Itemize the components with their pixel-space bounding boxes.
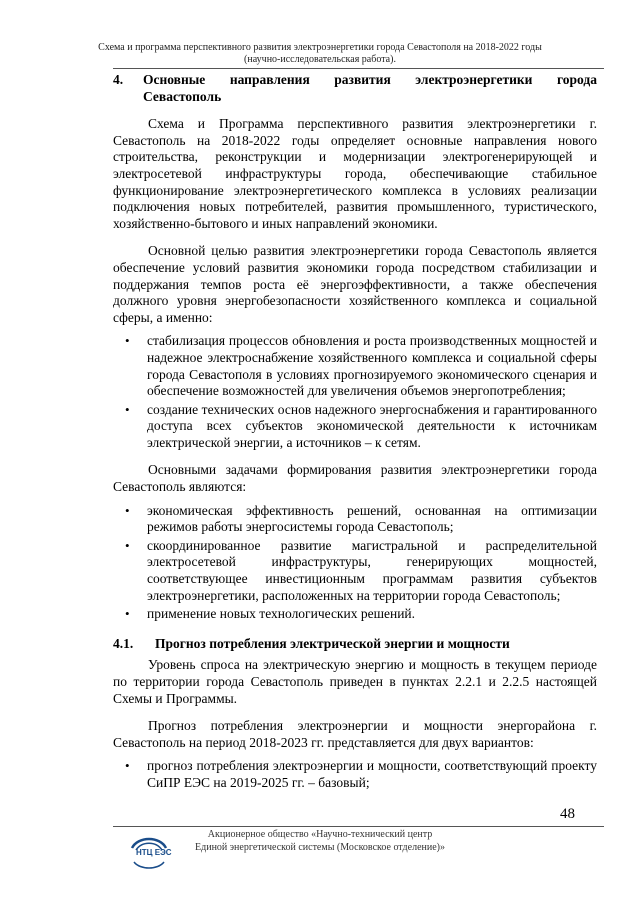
logo-text: НТЦ ЕЭС xyxy=(136,848,172,857)
running-header xyxy=(0,42,640,66)
variants-list xyxy=(113,758,597,791)
bullet-icon: • xyxy=(125,537,130,553)
header-divider xyxy=(113,68,604,69)
footer-line-1: Акционерное общество «Научно-технический центр xyxy=(207,829,433,840)
header-line-2: (научно-исследовательская работа). xyxy=(244,54,396,65)
list-item: • применение новых технологических решений. xyxy=(125,606,416,622)
section-4-1-number: 4.1. xyxy=(113,635,134,651)
page-number: 48 xyxy=(560,806,575,822)
tasks-list xyxy=(113,503,597,623)
bullet-icon: • xyxy=(125,401,130,417)
goals-list xyxy=(113,333,597,451)
bullet-icon: • xyxy=(125,758,130,774)
section-4-number: 4. xyxy=(113,72,124,87)
section-4-1-title: Прогноз потребления электрической энергии и мощности xyxy=(155,635,510,651)
bullet-icon: • xyxy=(125,502,130,518)
paragraph-5: Прогноз потребления электроэнергии и мощности энергорайона г. Севастополь на период 2018-2023 гг. представляется для двух вариантов: xyxy=(113,718,597,750)
list-item: • стабилизация процессов обновления и роста производственных мощностей и надежное электроснабжение хозяйственного комплекса и социальной сферы города Севастополя в условиях прогнозируемого экономического сценария и обеспечение возможностей для увеличения объемов энергопотребления; xyxy=(125,333,597,399)
section-4-title-line-2: Севастополь xyxy=(143,88,222,104)
page-content xyxy=(113,72,597,794)
footer-line-2: Единой энергетической системы (Московское отделение)» xyxy=(195,842,445,853)
paragraph-1: Схема и Программа перспективного развития электроэнергетики г. Севастополь на 2018-2022 годы определяет основные направления нового строительства, реконструкции и модернизации электрогенерирующей и электросетевой инфраструктуры города, обеспечивающие стабильное функционирование электроэнергетического комплекса в условиях реализации подключения новых потребителей, развития промышленного, туристического, хозяйственно-бытового и иных направлений экономики. xyxy=(113,116,597,231)
paragraph-4: Уровень спроса на электрическую энергию и мощность в текущем периоде по территории города Севастополь приведен в пунктах 2.2.1 и 2.2.5 настоящей Схемы и Программы. xyxy=(113,657,597,706)
list-item: • скоординированное развитие магистральной и распределительной электросетевой инфраструктуры, генерирующих мощностей, соответствующее инвестиционным программам развития субъектов электроэнергетики, расположенных на территории города Севастополь; xyxy=(125,537,597,603)
list-item: • экономическая эффективность решений, основанная на оптимизации режимов работы энергосистемы города Севастополь; xyxy=(125,502,597,535)
bullet-icon: • xyxy=(125,606,130,622)
paragraph-2: Основной целью развития электроэнергетики города Севастополь является обеспечение условий развития экономики города посредством стабилизации и поддержания темпов роста её энергоэффективности, а также обеспечения должного уровня энергобезопасности хозяйственного комплекса и социальной сферы, а именно: xyxy=(113,243,597,325)
running-footer xyxy=(0,828,640,854)
list-item: • прогноз потребления электроэнергии и мощности, соответствующий проекту СиПР ЕЭС на 2019-2025 гг. – базовый; xyxy=(125,758,597,790)
section-4-title-line-1: Основные направления развития электроэнергетики города xyxy=(143,72,597,87)
list-item: • создание технических основ надежного энергоснабжения и гарантированного доступа всех субъектов экономической деятельности к источникам электрической энергии, а источников – к сетям. xyxy=(125,401,597,450)
header-line-1: Схема и программа перспективного развития электроэнергетики города Севастополя на 2018-2022 годы xyxy=(98,42,542,53)
paragraph-3: Основными задачами формирования развития электроэнергетики города Севастополь являются: xyxy=(113,462,597,495)
section-4-1-heading xyxy=(113,636,597,653)
bullet-icon: • xyxy=(125,333,130,349)
section-4-heading xyxy=(113,72,597,105)
footer-divider xyxy=(113,826,604,827)
